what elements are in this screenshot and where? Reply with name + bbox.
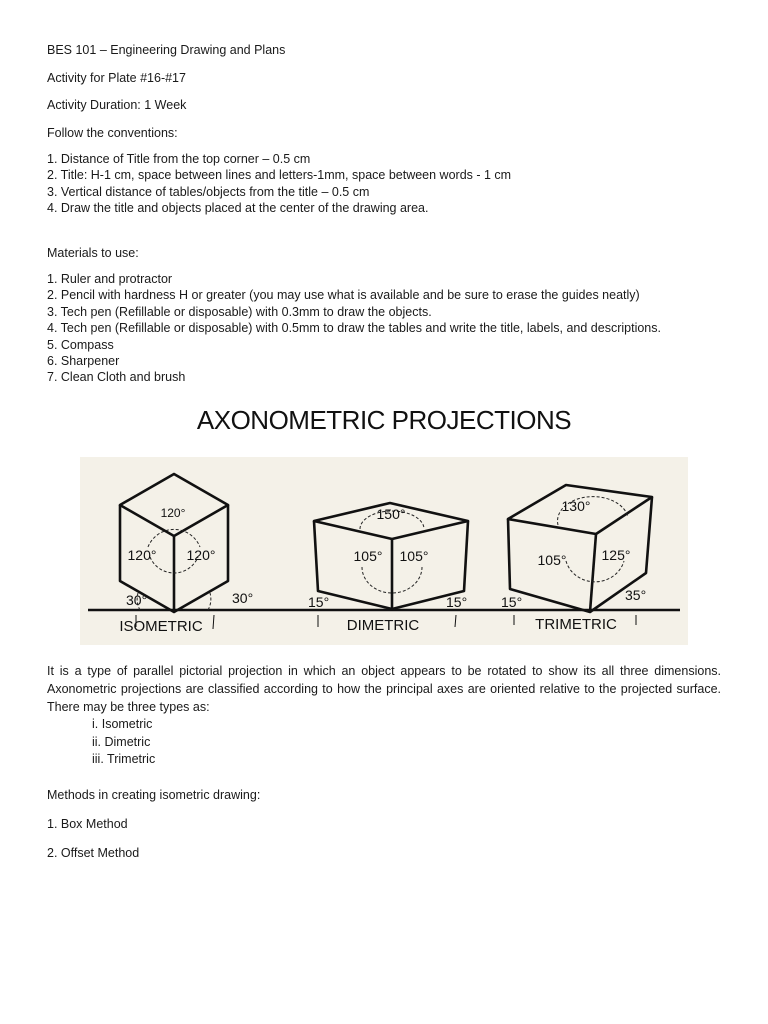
- material-item: 4. Tech pen (Refillable or disposable) with 0.5mm to draw the tables and write the title, labels, and descriptions.: [47, 321, 661, 336]
- materials-heading: Materials to use:: [47, 246, 139, 260]
- trimetric-label: TRIMETRIC: [535, 616, 617, 633]
- material-item: 7. Clean Cloth and brush: [47, 370, 186, 385]
- projection-type-item: i. Isometric: [92, 717, 153, 731]
- conventions-heading: Follow the conventions:: [47, 126, 178, 140]
- dimetric-left-angle: 105°: [353, 548, 383, 564]
- material-item: 5. Compass: [47, 337, 114, 352]
- material-item: 3. Tech pen (Refillable or disposable) with 0.3mm to draw the objects.: [47, 304, 432, 319]
- trimetric-base-right-angle: 35°: [625, 587, 647, 603]
- axonometric-diagram: [80, 457, 688, 645]
- isometric-left-angle: 120°: [127, 547, 157, 563]
- projection-types-list: [92, 716, 155, 769]
- isometric-base-left-angle: 30°: [126, 592, 148, 608]
- material-item: 1. Ruler and protractor: [47, 272, 173, 286]
- dimetric-base-left-angle: 15°: [308, 594, 330, 610]
- projection-type-item: iii. Trimetric: [92, 752, 156, 767]
- material-item: 2. Pencil with hardness H or greater (you may use what is available and be sure to erase the guides neatly): [47, 288, 640, 303]
- convention-item: 1. Distance of Title from the top corner – 0.5 cm: [47, 152, 311, 166]
- materials-list: [47, 271, 661, 386]
- trimetric-top-angle: 130°: [561, 498, 591, 514]
- dimetric-top-angle: 150°: [376, 506, 406, 522]
- method-item: 1. Box Method: [47, 817, 128, 831]
- trimetric-left-angle: 105°: [537, 552, 567, 568]
- method-item: 2. Offset Method: [47, 846, 140, 860]
- isometric-top-angle: 120°: [160, 506, 186, 520]
- dimetric-label: DIMETRIC: [346, 617, 420, 634]
- methods-heading: Methods in creating isometric drawing:: [47, 788, 261, 802]
- isometric-base-right-angle: 30°: [232, 590, 254, 606]
- page-title: AXONOMETRIC PROJECTIONS: [196, 405, 572, 435]
- trimetric-right-angle: 125°: [601, 547, 631, 563]
- dimetric-right-angle: 105°: [399, 548, 429, 564]
- isometric-label: ISOMETRIC: [119, 618, 203, 635]
- convention-item: 2. Title: H-1 cm, space between lines and letters-1mm, space between words - 1 cm: [47, 168, 512, 183]
- convention-item: 4. Draw the title and objects placed at the center of the drawing area.: [47, 201, 429, 216]
- course-title: BES 101 – Engineering Drawing and Plans: [47, 43, 286, 57]
- dimetric-base-right-angle: 15°: [446, 594, 468, 610]
- conventions-list: [47, 151, 511, 217]
- description-paragraph: It is a type of parallel pictorial projection in which an object appears to be rotated to show its all three dimensions. Axonometric projections are classified according to how the principal axes are oriented relative to the projected surface. There may be three types as:: [47, 664, 721, 714]
- material-item: 6. Sharpener: [47, 354, 120, 369]
- activity-label: Activity for Plate #16-#17: [47, 71, 186, 85]
- activity-duration: Activity Duration: 1 Week: [47, 98, 187, 112]
- trimetric-base-left-angle: 15°: [501, 594, 523, 610]
- axonometric-figure: [80, 457, 688, 645]
- projection-type-item: ii. Dimetric: [92, 734, 151, 749]
- convention-item: 3. Vertical distance of tables/objects from the title – 0.5 cm: [47, 184, 370, 199]
- isometric-right-angle: 120°: [186, 547, 216, 563]
